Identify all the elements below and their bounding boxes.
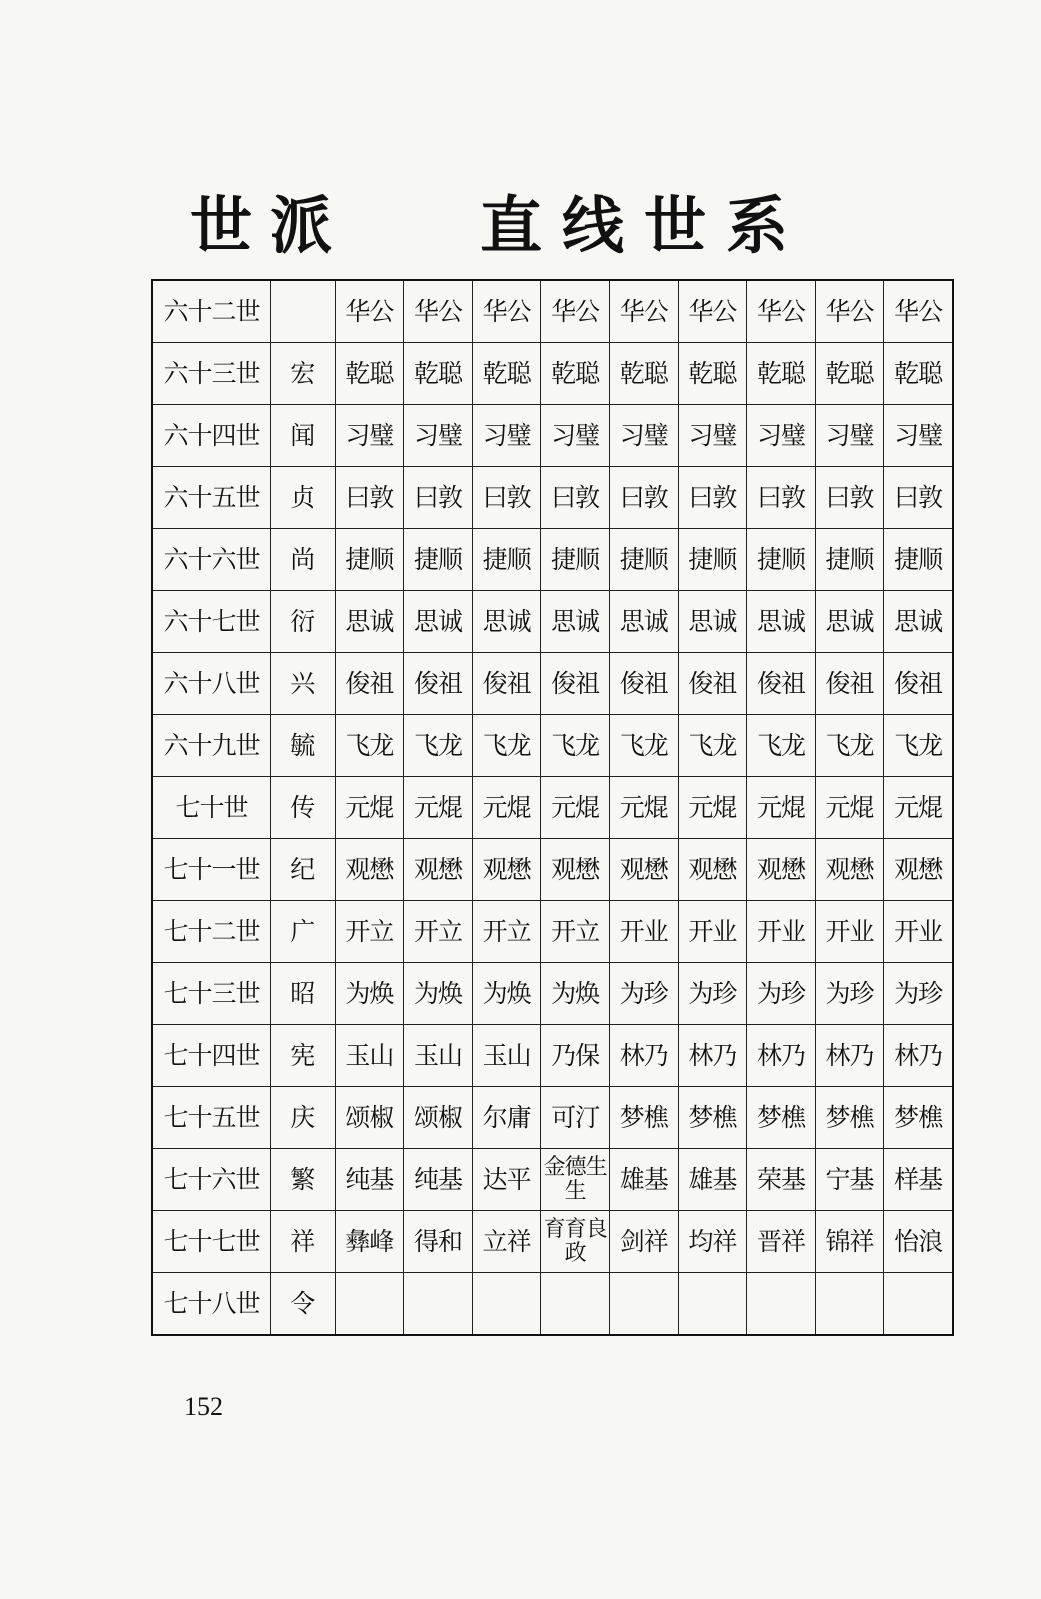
name-cell: 样基 [884,1149,953,1211]
pai-char-cell: 衍 [271,591,336,653]
name-cell: 俊祖 [541,653,610,715]
name-cell: 玉山 [404,1025,473,1087]
page-title [0,186,1041,266]
name-cell: 习璧 [541,405,610,467]
name-cell: 华公 [541,280,610,343]
name-cell: 曰敦 [678,467,747,529]
name-cell: 华公 [404,280,473,343]
generation-cell: 七十二世 [152,901,271,963]
generation-cell: 六十五世 [152,467,271,529]
name-cell: 梦樵 [609,1087,678,1149]
name-cell: 林乃 [747,1025,816,1087]
name-cell: 思诚 [747,591,816,653]
name-cell: 乾聪 [541,343,610,405]
name-cell: 捷顺 [678,529,747,591]
name-cell: 林乃 [815,1025,884,1087]
name-cell: 为珍 [609,963,678,1025]
name-cell: 晋祥 [747,1211,816,1273]
name-cell: 华公 [884,280,953,343]
name-cell: 捷顺 [609,529,678,591]
table-row [152,1211,953,1273]
name-cell: 俊祖 [472,653,541,715]
table-row [152,715,953,777]
name-cell: 曰敦 [609,467,678,529]
pai-char-cell: 毓 [271,715,336,777]
generation-cell: 七十七世 [152,1211,271,1273]
name-cell: 梦樵 [815,1087,884,1149]
name-cell: 育育良政 [541,1211,610,1273]
name-cell: 观懋 [884,839,953,901]
name-cell: 乾聪 [747,343,816,405]
name-cell: 锦祥 [815,1211,884,1273]
name-cell: 达平 [472,1149,541,1211]
pai-char-cell [271,280,336,343]
name-cell: 俊祖 [404,653,473,715]
name-cell: 飞龙 [472,715,541,777]
name-cell: 捷顺 [884,529,953,591]
pai-char-cell: 祥 [271,1211,336,1273]
table-row [152,963,953,1025]
name-cell: 乾聪 [472,343,541,405]
pai-char-cell: 尚 [271,529,336,591]
name-cell: 俊祖 [747,653,816,715]
table-row [152,1025,953,1087]
table-row [152,591,953,653]
name-cell: 为焕 [472,963,541,1025]
name-cell: 为珍 [678,963,747,1025]
table-row [152,653,953,715]
name-cell: 元焜 [541,777,610,839]
name-cell: 开业 [678,901,747,963]
name-cell: 纯基 [335,1149,404,1211]
name-cell: 玉山 [472,1025,541,1087]
pai-char-cell: 宪 [271,1025,336,1087]
name-cell: 雄基 [609,1149,678,1211]
name-cell: 开立 [541,901,610,963]
name-cell: 曰敦 [472,467,541,529]
name-cell: 捷顺 [815,529,884,591]
name-cell [404,1273,473,1336]
name-cell: 习璧 [404,405,473,467]
title-shipai: 世派 [190,189,351,262]
name-cell: 彝峰 [335,1211,404,1273]
name-cell: 习璧 [472,405,541,467]
pai-char-cell: 闻 [271,405,336,467]
name-cell: 习璧 [884,405,953,467]
generation-cell: 六十二世 [152,280,271,343]
name-cell [815,1273,884,1336]
name-cell: 思诚 [884,591,953,653]
name-cell: 观懋 [472,839,541,901]
name-cell: 华公 [678,280,747,343]
name-cell: 华公 [609,280,678,343]
name-cell: 乾聪 [404,343,473,405]
generation-cell: 六十三世 [152,343,271,405]
name-cell: 习璧 [815,405,884,467]
name-cell: 思诚 [678,591,747,653]
generation-cell: 七十三世 [152,963,271,1025]
name-cell: 纯基 [404,1149,473,1211]
name-cell: 元焜 [335,777,404,839]
pai-char-cell: 宏 [271,343,336,405]
generation-cell: 七十八世 [152,1273,271,1336]
name-cell: 曰敦 [335,467,404,529]
name-cell: 俊祖 [335,653,404,715]
lineage-table [151,279,954,1336]
name-cell: 颂椒 [404,1087,473,1149]
name-cell: 曰敦 [884,467,953,529]
table-row [152,1087,953,1149]
name-cell: 荣基 [747,1149,816,1211]
name-cell: 飞龙 [404,715,473,777]
name-cell: 元焜 [747,777,816,839]
name-cell: 观懋 [678,839,747,901]
name-cell: 元焜 [404,777,473,839]
name-cell: 捷顺 [404,529,473,591]
name-cell: 习璧 [335,405,404,467]
name-cell: 梦樵 [884,1087,953,1149]
title-lineage: 直线世系 [480,189,809,262]
generation-cell: 六十八世 [152,653,271,715]
pai-char-cell: 纪 [271,839,336,901]
name-cell: 华公 [335,280,404,343]
name-cell [609,1273,678,1336]
pai-char-cell: 昭 [271,963,336,1025]
generation-cell: 七十一世 [152,839,271,901]
name-cell: 观懋 [404,839,473,901]
name-cell: 立祥 [472,1211,541,1273]
name-cell: 俊祖 [609,653,678,715]
name-cell: 乾聪 [609,343,678,405]
generation-cell: 七十四世 [152,1025,271,1087]
table-row [152,1273,953,1336]
name-cell: 为焕 [404,963,473,1025]
name-cell: 俊祖 [815,653,884,715]
name-cell: 捷顺 [541,529,610,591]
name-cell: 雄基 [678,1149,747,1211]
name-cell: 开业 [747,901,816,963]
name-cell: 思诚 [335,591,404,653]
name-cell: 捷顺 [472,529,541,591]
name-cell: 思诚 [472,591,541,653]
name-cell: 习璧 [678,405,747,467]
name-cell: 飞龙 [335,715,404,777]
name-cell: 习璧 [747,405,816,467]
pai-char-cell: 繁 [271,1149,336,1211]
name-cell: 乾聪 [884,343,953,405]
name-cell: 华公 [472,280,541,343]
name-cell: 林乃 [884,1025,953,1087]
generation-cell: 七十五世 [152,1087,271,1149]
name-cell: 飞龙 [815,715,884,777]
name-cell [747,1273,816,1336]
name-cell: 梦樵 [747,1087,816,1149]
pai-char-cell: 贞 [271,467,336,529]
table-row [152,280,953,343]
table-row [152,343,953,405]
name-cell: 曰敦 [815,467,884,529]
name-cell: 为珍 [815,963,884,1025]
name-cell: 思诚 [404,591,473,653]
name-cell: 华公 [815,280,884,343]
generation-cell: 六十九世 [152,715,271,777]
page-number: 152 [184,1392,223,1421]
name-cell: 观懋 [747,839,816,901]
name-cell [541,1273,610,1336]
pai-char-cell: 庆 [271,1087,336,1149]
name-cell: 为焕 [335,963,404,1025]
name-cell: 开业 [884,901,953,963]
pai-char-cell: 兴 [271,653,336,715]
name-cell: 林乃 [678,1025,747,1087]
name-cell: 观懋 [609,839,678,901]
name-cell: 元焜 [472,777,541,839]
generation-cell: 六十七世 [152,591,271,653]
table-row [152,839,953,901]
name-cell: 曰敦 [747,467,816,529]
name-cell: 开立 [472,901,541,963]
name-cell: 思诚 [609,591,678,653]
name-cell: 剑祥 [609,1211,678,1273]
table-row [152,901,953,963]
name-cell: 飞龙 [609,715,678,777]
name-cell: 为珍 [884,963,953,1025]
name-cell: 怡浪 [884,1211,953,1273]
name-cell [472,1273,541,1336]
name-cell: 为焕 [541,963,610,1025]
name-cell: 开立 [335,901,404,963]
name-cell: 观懋 [335,839,404,901]
name-cell: 尔庸 [472,1087,541,1149]
pai-char-cell: 广 [271,901,336,963]
name-cell: 思诚 [541,591,610,653]
name-cell: 观懋 [541,839,610,901]
name-cell: 金德生生 [541,1149,610,1211]
name-cell: 思诚 [815,591,884,653]
name-cell: 梦樵 [678,1087,747,1149]
name-cell: 曰敦 [404,467,473,529]
name-cell [678,1273,747,1336]
name-cell: 俊祖 [884,653,953,715]
name-cell: 观懋 [815,839,884,901]
generation-cell: 六十六世 [152,529,271,591]
name-cell: 可汀 [541,1087,610,1149]
generation-cell: 七十六世 [152,1149,271,1211]
name-cell: 乾聪 [335,343,404,405]
pai-char-cell: 令 [271,1273,336,1336]
name-cell: 捷顺 [335,529,404,591]
name-cell: 乃保 [541,1025,610,1087]
name-cell: 曰敦 [541,467,610,529]
pai-char-cell: 传 [271,777,336,839]
name-cell: 颂椒 [335,1087,404,1149]
name-cell: 开业 [815,901,884,963]
name-cell: 习璧 [609,405,678,467]
name-cell: 宁基 [815,1149,884,1211]
table-row [152,467,953,529]
name-cell: 开立 [404,901,473,963]
name-cell: 元焜 [884,777,953,839]
name-cell: 玉山 [335,1025,404,1087]
lineage-table-body [152,280,953,1335]
name-cell [884,1273,953,1336]
name-cell: 乾聪 [678,343,747,405]
name-cell: 为珍 [747,963,816,1025]
name-cell: 林乃 [609,1025,678,1087]
name-cell: 捷顺 [747,529,816,591]
table-row [152,405,953,467]
name-cell: 元焜 [815,777,884,839]
name-cell: 飞龙 [747,715,816,777]
name-cell [335,1273,404,1336]
name-cell: 乾聪 [815,343,884,405]
name-cell: 飞龙 [884,715,953,777]
table-row [152,777,953,839]
table-row [152,1149,953,1211]
name-cell: 飞龙 [541,715,610,777]
name-cell: 均祥 [678,1211,747,1273]
name-cell: 开业 [609,901,678,963]
table-row [152,529,953,591]
name-cell: 元焜 [678,777,747,839]
generation-cell: 六十四世 [152,405,271,467]
name-cell: 飞龙 [678,715,747,777]
name-cell: 华公 [747,280,816,343]
name-cell: 得和 [404,1211,473,1273]
name-cell: 俊祖 [678,653,747,715]
generation-cell: 七十世 [152,777,271,839]
name-cell: 元焜 [609,777,678,839]
